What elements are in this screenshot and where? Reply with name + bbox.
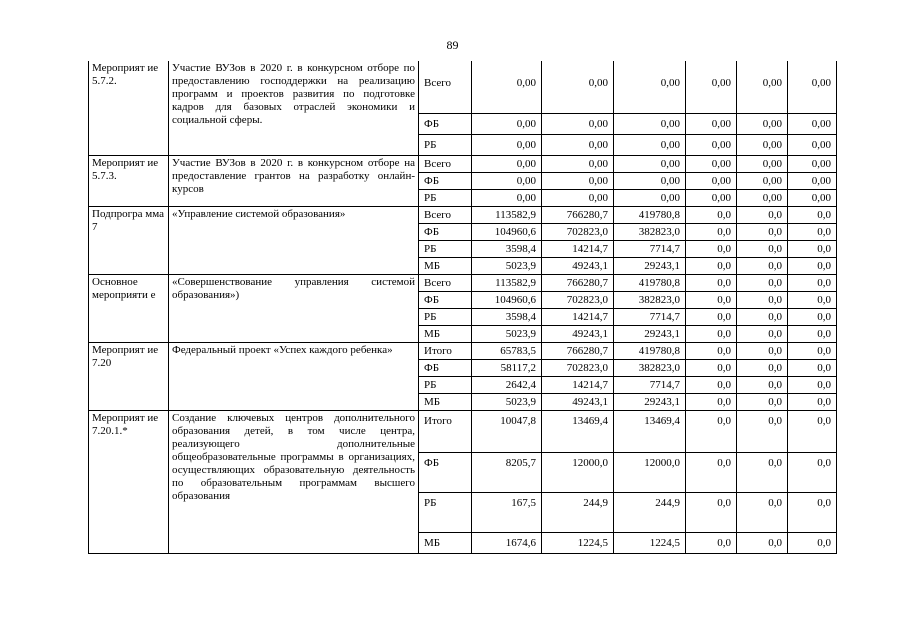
amount-cell: 0,00 (737, 113, 788, 134)
amount-cell: 0,00 (472, 155, 542, 172)
amount-cell: 0,00 (472, 172, 542, 189)
amount-cell: 244,9 (614, 492, 686, 532)
amount-cell: 0,0 (737, 452, 788, 492)
amount-cell: 0,0 (737, 410, 788, 452)
funding-source-cell: РБ (419, 492, 472, 532)
funding-source-cell: РБ (419, 376, 472, 393)
amount-cell: 0,0 (788, 532, 837, 553)
amount-cell: 0,00 (737, 61, 788, 113)
amount-cell: 49243,1 (542, 325, 614, 342)
table-row (89, 61, 837, 113)
amount-cell: 0,00 (542, 155, 614, 172)
amount-cell: 10047,8 (472, 410, 542, 452)
amount-cell: 1674,6 (472, 532, 542, 553)
funding-source-cell: Всего (419, 274, 472, 291)
amount-cell: 29243,1 (614, 257, 686, 274)
amount-cell: 65783,5 (472, 342, 542, 359)
amount-cell: 0,0 (686, 410, 737, 452)
amount-cell: 0,00 (614, 134, 686, 155)
amount-cell: 0,0 (737, 393, 788, 410)
amount-cell: 0,00 (737, 172, 788, 189)
amount-cell: 113582,9 (472, 274, 542, 291)
amount-cell: 0,00 (686, 113, 737, 134)
amount-cell: 0,0 (686, 223, 737, 240)
amount-cell: 0,0 (737, 274, 788, 291)
amount-cell: 766280,7 (542, 274, 614, 291)
amount-cell: 244,9 (542, 492, 614, 532)
measure-code-cell: Мероприят ие 7.20 (89, 342, 169, 410)
funding-source-cell: РБ (419, 189, 472, 206)
amount-cell: 0,00 (614, 172, 686, 189)
funding-source-cell: МБ (419, 532, 472, 553)
funding-source-cell: Итого (419, 342, 472, 359)
amount-cell: 0,0 (737, 325, 788, 342)
amount-cell: 14214,7 (542, 240, 614, 257)
measure-code-cell: Мероприят ие 5.7.2. (89, 61, 169, 155)
measure-code-cell: Основное мероприяти е (89, 274, 169, 342)
amount-cell: 0,0 (686, 257, 737, 274)
amount-cell: 766280,7 (542, 342, 614, 359)
amount-cell: 1224,5 (614, 532, 686, 553)
amount-cell: 104960,6 (472, 291, 542, 308)
amount-cell: 0,0 (737, 376, 788, 393)
amount-cell: 49243,1 (542, 257, 614, 274)
measure-description-cell: «Управление системой образования» (169, 206, 419, 274)
amount-cell: 0,00 (788, 113, 837, 134)
amount-cell: 8205,7 (472, 452, 542, 492)
funding-source-cell: ФБ (419, 223, 472, 240)
amount-cell: 766280,7 (542, 206, 614, 223)
budget-table (88, 61, 837, 554)
amount-cell: 0,0 (686, 376, 737, 393)
amount-cell: 0,00 (472, 189, 542, 206)
funding-source-cell: ФБ (419, 452, 472, 492)
amount-cell: 0,00 (686, 61, 737, 113)
funding-source-cell: РБ (419, 134, 472, 155)
amount-cell: 419780,8 (614, 342, 686, 359)
measure-description-cell: Федеральный проект «Успех каждого ребенка» (169, 342, 419, 410)
amount-cell: 702823,0 (542, 223, 614, 240)
funding-source-cell: Всего (419, 61, 472, 113)
amount-cell: 0,0 (788, 257, 837, 274)
measure-code-cell: Мероприят ие 5.7.3. (89, 155, 169, 206)
amount-cell: 0,00 (686, 189, 737, 206)
funding-source-cell: РБ (419, 308, 472, 325)
amount-cell: 104960,6 (472, 223, 542, 240)
amount-cell: 5023,9 (472, 393, 542, 410)
amount-cell: 382823,0 (614, 223, 686, 240)
funding-source-cell: ФБ (419, 113, 472, 134)
amount-cell: 0,00 (686, 155, 737, 172)
amount-cell: 0,0 (686, 206, 737, 223)
funding-source-cell: ФБ (419, 291, 472, 308)
amount-cell: 58117,2 (472, 359, 542, 376)
amount-cell: 0,0 (788, 325, 837, 342)
amount-cell: 0,0 (737, 206, 788, 223)
funding-source-cell: Итого (419, 410, 472, 452)
amount-cell: 113582,9 (472, 206, 542, 223)
amount-cell: 0,0 (686, 393, 737, 410)
amount-cell: 0,0 (788, 342, 837, 359)
funding-source-cell: ФБ (419, 359, 472, 376)
amount-cell: 3598,4 (472, 308, 542, 325)
amount-cell: 0,00 (788, 172, 837, 189)
measure-description-cell: «Совершенствование управления системой образования») (169, 274, 419, 342)
amount-cell: 0,00 (542, 189, 614, 206)
funding-source-cell: Всего (419, 155, 472, 172)
funding-source-cell: МБ (419, 257, 472, 274)
amount-cell: 1224,5 (542, 532, 614, 553)
amount-cell: 0,0 (788, 274, 837, 291)
amount-cell: 0,0 (737, 308, 788, 325)
funding-source-cell: РБ (419, 240, 472, 257)
amount-cell: 0,0 (788, 359, 837, 376)
amount-cell: 0,00 (542, 172, 614, 189)
amount-cell: 0,0 (788, 223, 837, 240)
measure-code-cell: Подпрогра мма 7 (89, 206, 169, 274)
amount-cell: 0,0 (686, 308, 737, 325)
amount-cell: 0,0 (788, 240, 837, 257)
amount-cell: 0,00 (614, 61, 686, 113)
amount-cell: 0,00 (472, 61, 542, 113)
funding-source-cell: МБ (419, 393, 472, 410)
amount-cell: 0,00 (686, 172, 737, 189)
table-row (89, 206, 837, 223)
table-row (89, 410, 837, 452)
amount-cell: 7714,7 (614, 376, 686, 393)
amount-cell: 0,0 (788, 492, 837, 532)
amount-cell: 0,00 (737, 189, 788, 206)
amount-cell: 0,00 (788, 61, 837, 113)
amount-cell: 0,0 (737, 240, 788, 257)
amount-cell: 0,00 (472, 113, 542, 134)
amount-cell: 167,5 (472, 492, 542, 532)
amount-cell: 382823,0 (614, 291, 686, 308)
amount-cell: 382823,0 (614, 359, 686, 376)
amount-cell: 0,0 (788, 291, 837, 308)
amount-cell: 0,0 (686, 325, 737, 342)
amount-cell: 702823,0 (542, 291, 614, 308)
amount-cell: 0,0 (737, 291, 788, 308)
amount-cell: 12000,0 (542, 452, 614, 492)
amount-cell: 0,00 (542, 134, 614, 155)
amount-cell: 14214,7 (542, 308, 614, 325)
amount-cell: 0,00 (542, 61, 614, 113)
amount-cell: 0,0 (737, 492, 788, 532)
amount-cell: 2642,4 (472, 376, 542, 393)
amount-cell: 7714,7 (614, 308, 686, 325)
amount-cell: 0,0 (788, 206, 837, 223)
measure-description-cell: Участие ВУЗов в 2020 г. в конкурсном отборе по предоставлению господдержки на реализацию программ и проектов развития по подготовке кадров для базовых отраслей экономики и социальной сферы. (169, 61, 419, 155)
amount-cell: 29243,1 (614, 393, 686, 410)
funding-source-cell: ФБ (419, 172, 472, 189)
amount-cell: 13469,4 (614, 410, 686, 452)
amount-cell: 3598,4 (472, 240, 542, 257)
amount-cell: 0,00 (788, 155, 837, 172)
amount-cell: 702823,0 (542, 359, 614, 376)
amount-cell: 0,00 (542, 113, 614, 134)
amount-cell: 0,0 (686, 492, 737, 532)
amount-cell: 0,0 (737, 532, 788, 553)
amount-cell: 0,0 (737, 223, 788, 240)
amount-cell: 5023,9 (472, 257, 542, 274)
amount-cell: 0,00 (686, 134, 737, 155)
amount-cell: 7714,7 (614, 240, 686, 257)
funding-source-cell: МБ (419, 325, 472, 342)
amount-cell: 419780,8 (614, 206, 686, 223)
amount-cell: 0,0 (788, 393, 837, 410)
budget-table-body (89, 61, 837, 553)
amount-cell: 29243,1 (614, 325, 686, 342)
amount-cell: 0,0 (686, 532, 737, 553)
amount-cell: 0,0 (686, 452, 737, 492)
measure-description-cell: Создание ключевых центров дополнительного образования детей, в том числе центра, реализующего дополнительные общеобразовательные программы в организациях, осуществляющих образовательную деятельность по образовательным программам высшего образования (169, 410, 419, 553)
amount-cell: 0,00 (614, 189, 686, 206)
table-row (89, 274, 837, 291)
amount-cell: 0,00 (614, 113, 686, 134)
amount-cell: 0,00 (737, 134, 788, 155)
measure-description-cell: Участие ВУЗов в 2020 г. в конкурсном отборе на предоставление грантов на разработку онлайн-курсов (169, 155, 419, 206)
amount-cell: 0,0 (686, 291, 737, 308)
amount-cell: 0,0 (686, 359, 737, 376)
amount-cell: 0,00 (737, 155, 788, 172)
amount-cell: 0,0 (737, 257, 788, 274)
amount-cell: 0,00 (788, 134, 837, 155)
amount-cell: 13469,4 (542, 410, 614, 452)
amount-cell: 12000,0 (614, 452, 686, 492)
amount-cell: 0,0 (788, 452, 837, 492)
amount-cell: 0,0 (788, 410, 837, 452)
amount-cell: 0,00 (614, 155, 686, 172)
table-row (89, 342, 837, 359)
measure-code-cell: Мероприят ие 7.20.1.* (89, 410, 169, 553)
table-row (89, 155, 837, 172)
amount-cell: 0,0 (686, 274, 737, 291)
page-number: 89 (446, 38, 459, 52)
amount-cell: 0,0 (737, 342, 788, 359)
amount-cell: 0,0 (686, 240, 737, 257)
amount-cell: 419780,8 (614, 274, 686, 291)
amount-cell: 0,00 (472, 134, 542, 155)
funding-source-cell: Всего (419, 206, 472, 223)
amount-cell: 0,0 (788, 308, 837, 325)
amount-cell: 5023,9 (472, 325, 542, 342)
amount-cell: 0,0 (686, 342, 737, 359)
amount-cell: 49243,1 (542, 393, 614, 410)
amount-cell: 0,00 (788, 189, 837, 206)
amount-cell: 0,0 (737, 359, 788, 376)
amount-cell: 0,0 (788, 376, 837, 393)
amount-cell: 14214,7 (542, 376, 614, 393)
